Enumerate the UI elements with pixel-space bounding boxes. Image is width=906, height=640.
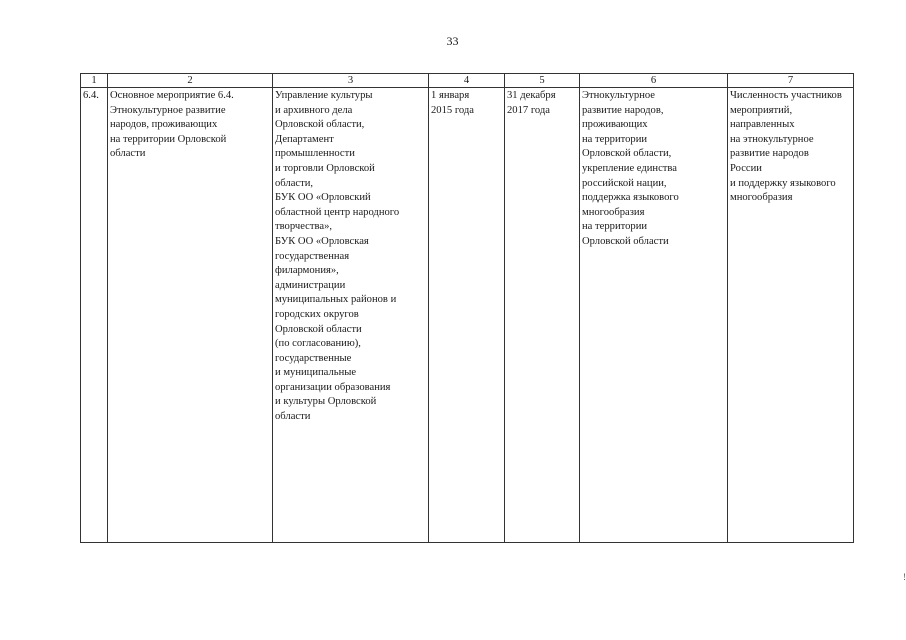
cell-text-line: Численность участников bbox=[730, 90, 842, 101]
cell-text-line: Этнокультурное развитие bbox=[110, 104, 226, 116]
table-row bbox=[81, 88, 854, 543]
cell-text-line: творчества», bbox=[275, 221, 333, 233]
cell-text-line: народов, проживающих bbox=[110, 119, 218, 131]
cell-text-line: Управление культуры bbox=[275, 90, 373, 101]
cell-text-line: на территории bbox=[582, 221, 648, 233]
cell-text-line: Департамент bbox=[275, 133, 334, 145]
cell-text-line: Орловской области bbox=[582, 235, 669, 247]
measure-cell bbox=[108, 88, 273, 543]
cell-text-line: государственные bbox=[275, 352, 352, 364]
margin-mark: ! bbox=[903, 572, 906, 582]
start-date-cell bbox=[429, 88, 505, 543]
table-header-row bbox=[81, 74, 854, 88]
cell-text-line: на территории Орловской bbox=[110, 133, 227, 145]
cell-text-line: на этнокультурное bbox=[730, 133, 814, 145]
cell-text-line: Орловской области bbox=[275, 323, 362, 335]
page-number: 33 bbox=[446, 34, 459, 48]
cell-text-line: развитие народов bbox=[730, 148, 809, 160]
cell-text-line: филармония», bbox=[275, 265, 339, 277]
cell-text-line: организации образования bbox=[275, 381, 391, 393]
cell-text-line: муниципальных районов и bbox=[275, 294, 397, 306]
column-header-5: 5 bbox=[505, 74, 580, 88]
cell-text-line: проживающих bbox=[582, 119, 648, 131]
cell-text-line: области bbox=[275, 411, 311, 423]
column-header-2: 2 bbox=[108, 74, 273, 88]
cell-text-line: БУК ОО «Орловская bbox=[275, 235, 369, 247]
expected-result-cell bbox=[580, 88, 728, 543]
cell-text-line: Орловской области, bbox=[582, 148, 672, 160]
cell-text-line: России bbox=[730, 162, 762, 174]
cell-text-line: многообразия bbox=[730, 192, 793, 204]
cell-text-line: укрепление единства bbox=[582, 162, 677, 174]
cell-text-line: Основное мероприятие 6.4. bbox=[110, 90, 234, 101]
cell-text-line: и торговли Орловской bbox=[275, 162, 375, 174]
cell-text-line: области, bbox=[275, 177, 314, 189]
cell-text-line: (по согласованию), bbox=[275, 338, 361, 350]
row-number-cell: 6.4. bbox=[81, 88, 108, 543]
column-header-4: 4 bbox=[429, 74, 505, 88]
cell-text-line: городских округов bbox=[275, 308, 359, 320]
cell-text-line: и архивного дела bbox=[275, 104, 353, 116]
cell-text-line: 2015 года bbox=[431, 104, 475, 116]
cell-text-line: областной центр народного bbox=[275, 206, 400, 218]
cell-text-line: и муниципальные bbox=[275, 367, 357, 379]
indicator-cell bbox=[728, 88, 854, 543]
cell-text-line: и поддержку языкового bbox=[730, 177, 836, 189]
cell-text-line: 31 декабря bbox=[507, 90, 556, 101]
cell-text-line: многообразия bbox=[582, 206, 645, 218]
cell-text-line: поддержка языкового bbox=[582, 192, 679, 204]
cell-text-line: 2017 года bbox=[507, 104, 551, 116]
column-header-3: 3 bbox=[273, 74, 429, 88]
cell-text-line: направленных bbox=[730, 119, 795, 131]
cell-text-line: администрации bbox=[275, 279, 346, 291]
cell-text-line: Орловской области, bbox=[275, 119, 365, 131]
cell-text-line: БУК ОО «Орловский bbox=[275, 192, 371, 204]
column-header-6: 6 bbox=[580, 74, 728, 88]
cell-text-line: 1 января bbox=[431, 90, 470, 101]
cell-text-line: мероприятий, bbox=[730, 104, 793, 116]
cell-text-line: государственная bbox=[275, 250, 350, 262]
column-header-1: 1 bbox=[81, 74, 108, 88]
executor-cell bbox=[273, 88, 429, 543]
cell-text-line: на территории bbox=[582, 133, 648, 145]
column-header-7: 7 bbox=[728, 74, 854, 88]
program-table bbox=[80, 73, 854, 543]
cell-text-line: развитие народов, bbox=[582, 104, 664, 116]
cell-text-line: и культуры Орловской bbox=[275, 396, 377, 408]
cell-text-line: промышленности bbox=[275, 148, 355, 160]
cell-text-line: Этнокультурное bbox=[582, 90, 656, 101]
end-date-cell bbox=[505, 88, 580, 543]
cell-text-line: российской нации, bbox=[582, 177, 667, 189]
cell-text-line: области bbox=[110, 148, 146, 160]
